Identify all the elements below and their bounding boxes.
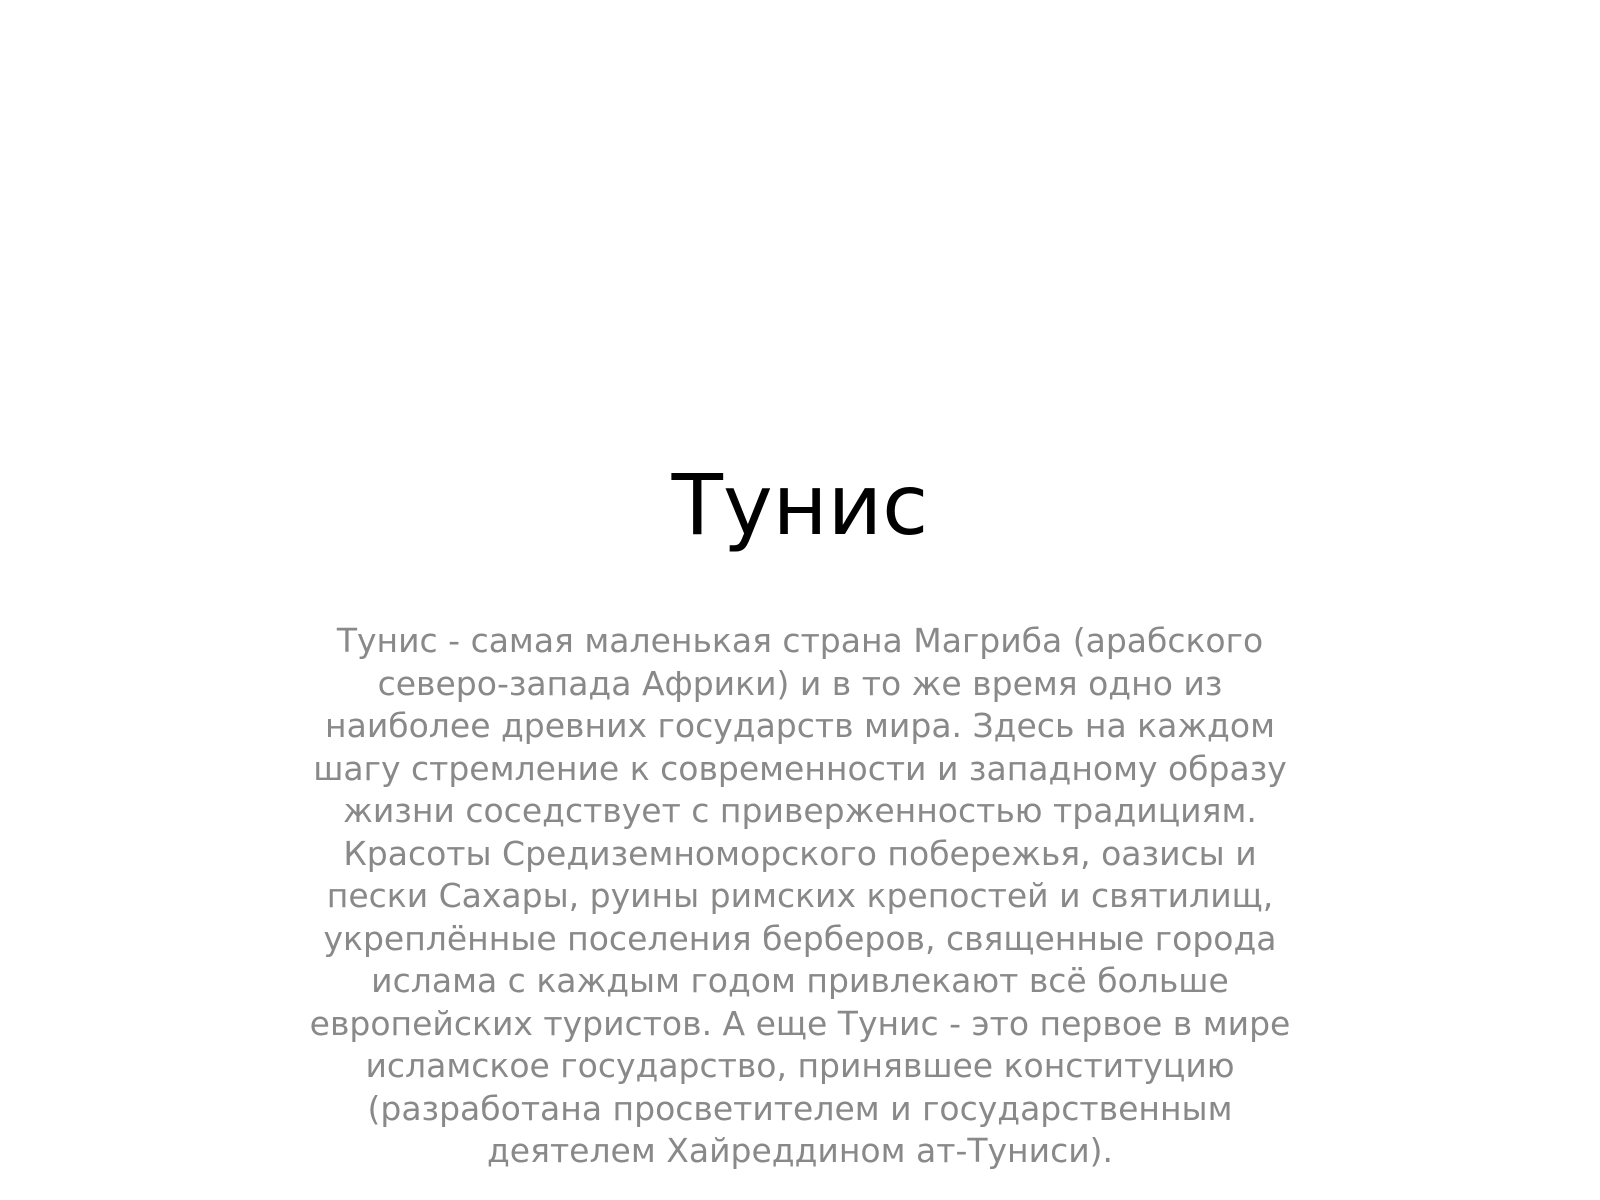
slide-title: Тунис	[671, 456, 929, 554]
body-line: Тунис - самая маленькая страна Магриба (арабского	[336, 621, 1264, 660]
body-line: исламское государство, принявшее конституцию	[365, 1046, 1235, 1085]
body-line: европейских туристов. А еще Тунис - это первое в мире	[309, 1003, 1291, 1043]
body-line: Красоты Средиземноморского побережья, оазисы и	[343, 833, 1257, 873]
body-line: укреплённые поселения берберов, священные города	[323, 918, 1277, 958]
body-line: жизни соседствует с приверженностью традициям.	[343, 791, 1257, 830]
body-line: пески Сахары, руины римских крепостей и святилищ,	[326, 876, 1274, 915]
body-line: наиболее древних государств мира. Здесь на каждом	[325, 706, 1275, 745]
body-line: деятелем Хайреддином ат-Туниси).	[486, 1131, 1114, 1170]
body-line: северо-запада Африки) и в то же время одно из	[377, 663, 1223, 703]
body-line: ислама с каждым годом привлекают всё больше	[371, 961, 1229, 1000]
body-line: (разработана просветителем и государственным	[367, 1088, 1233, 1128]
body-line: шагу стремление к современности и западному образу	[313, 748, 1287, 788]
slide-body	[260, 620, 1340, 1173]
